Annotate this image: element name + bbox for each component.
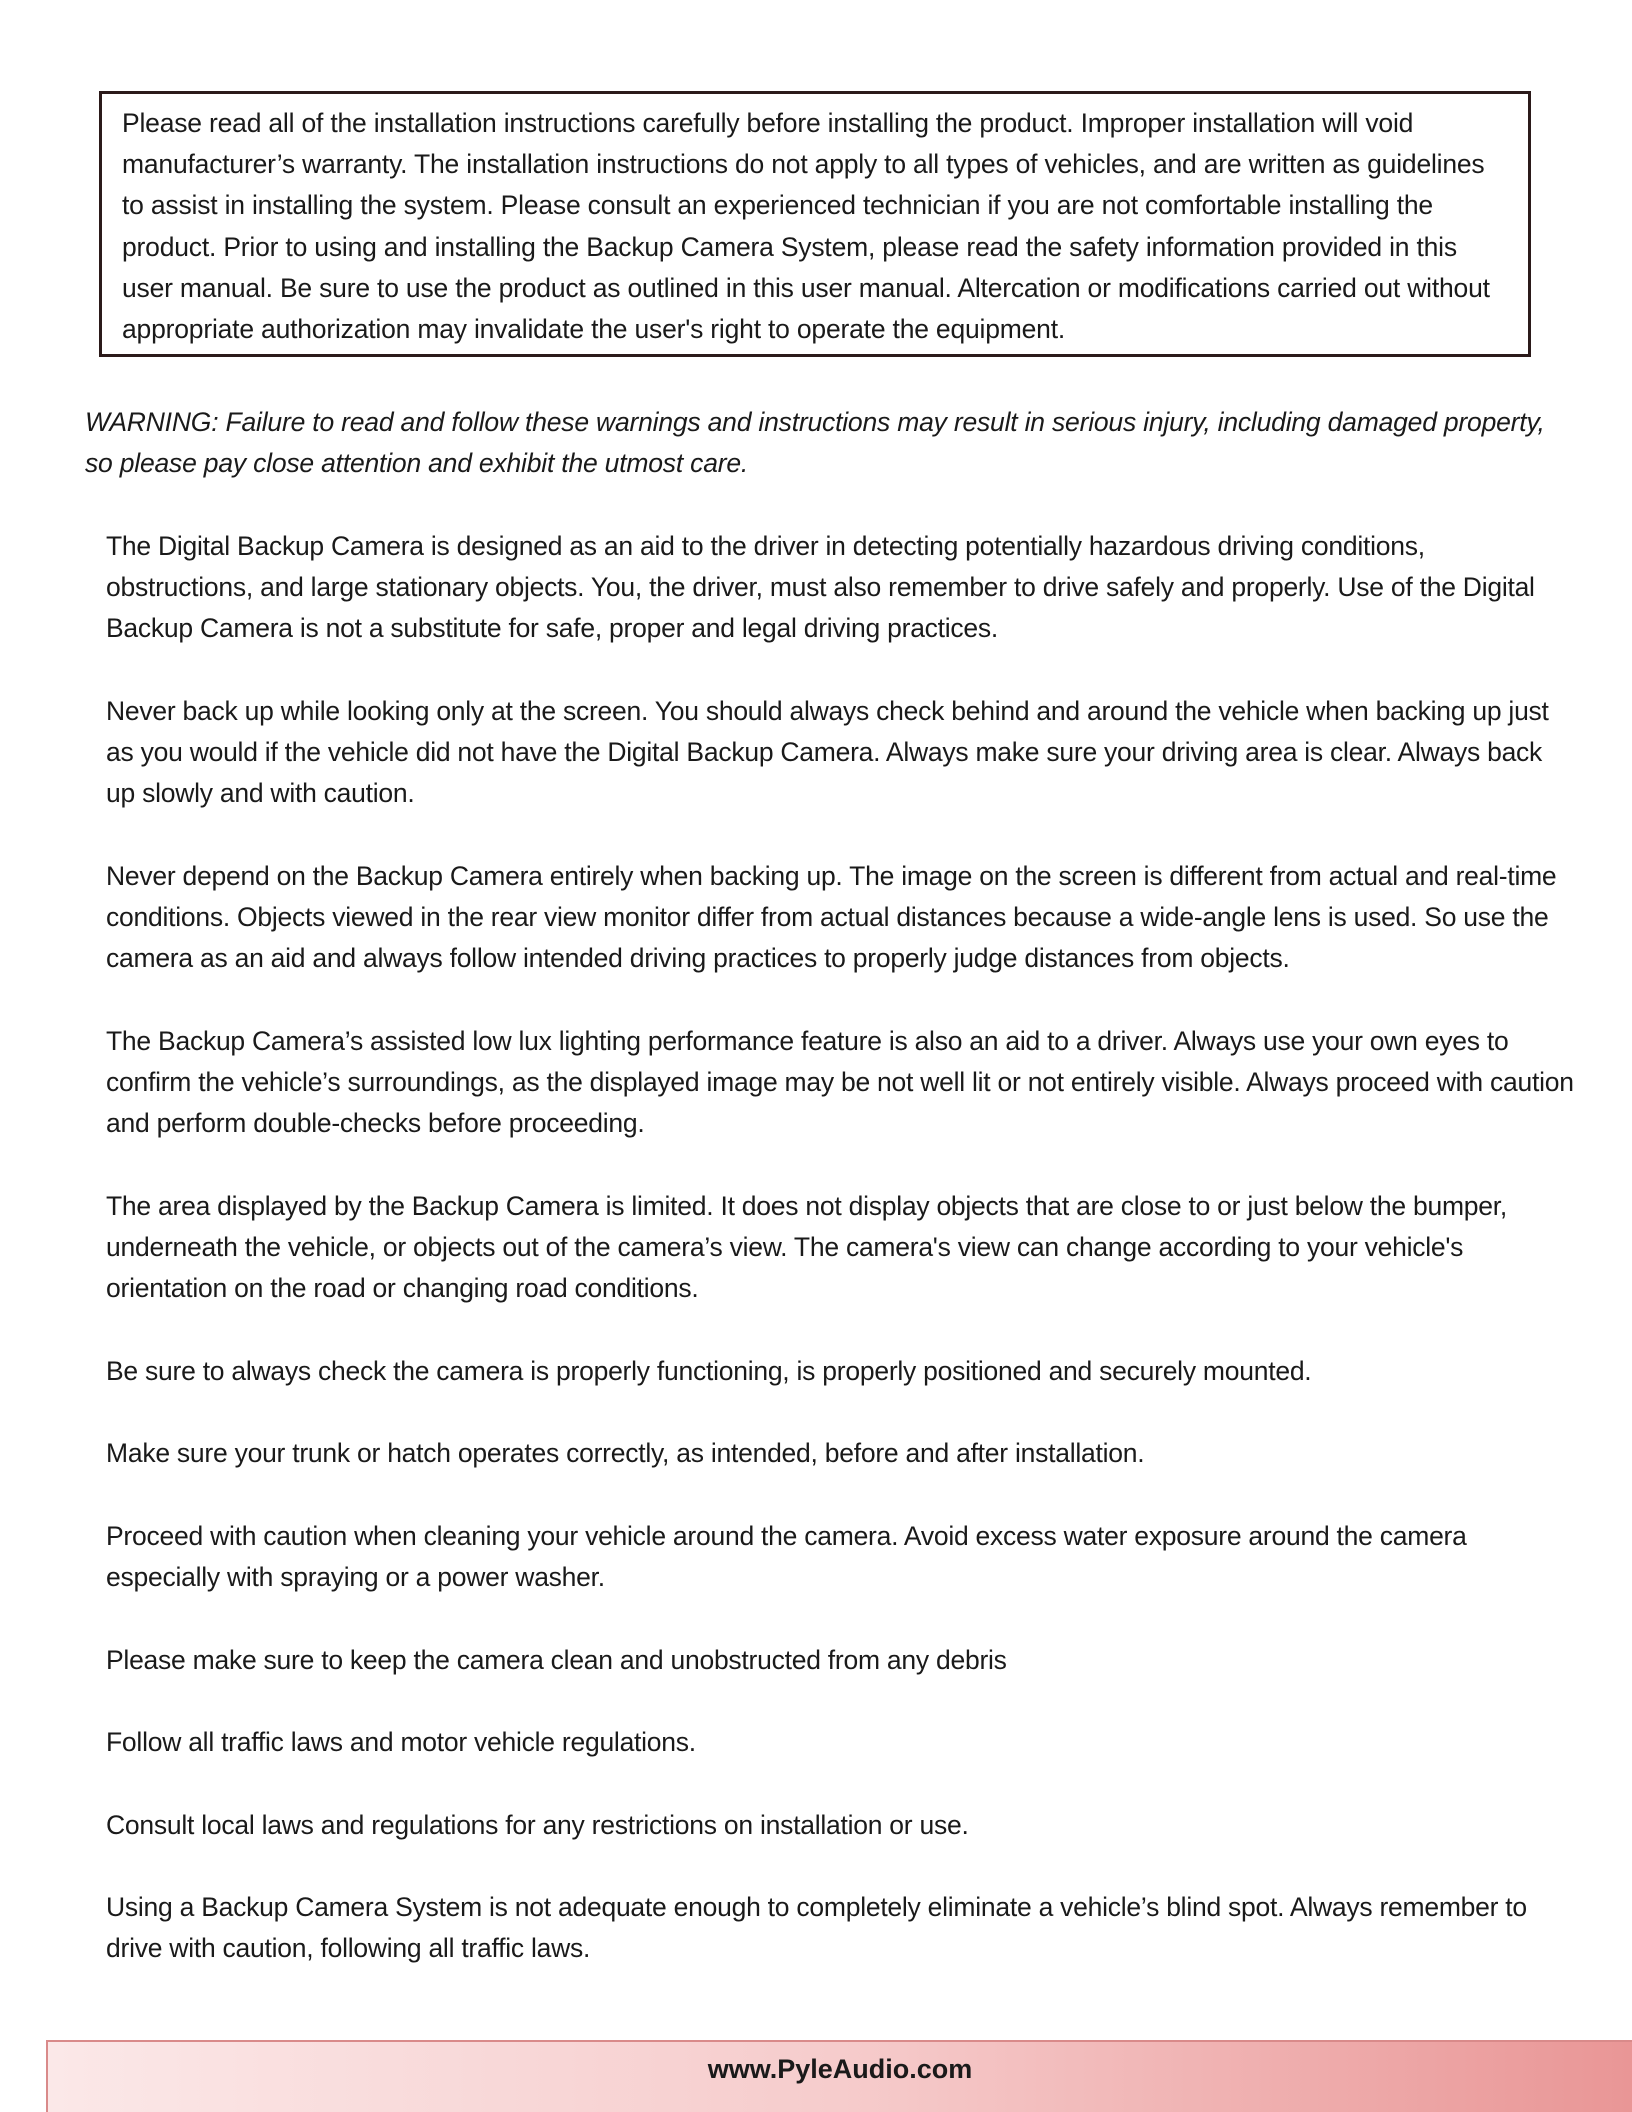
safety-paragraph-keep-clean: Please make sure to keep the camera clean and unobstructed from any debris — [106, 1645, 1007, 1675]
installation-notice-box — [99, 91, 1531, 357]
safety-paragraph-low-lux: The Backup Camera’s assisted low lux lighting performance feature is also an aid to a driver. Always use your own eyes to confirm the vehicle’s surroundings, as the displayed image may be not well lit or not entirely visible. Always proceed with caution and perform double-checks before proceeding. — [106, 1026, 1574, 1139]
safety-paragraph-blind-spot: Using a Backup Camera System is not adequate enough to completely eliminate a vehicle’s blind spot. Always remember to drive with caution, following all traffic laws. — [106, 1892, 1527, 1964]
warning-text: WARNING: Failure to read and follow these warnings and instructions may result in serious injury, including damaged property, so please pay close attention and exhibit the utmost care. — [85, 407, 1545, 479]
safety-paragraph-cleaning: Proceed with caution when cleaning your vehicle around the camera. Avoid excess water exposure around the camera especially with spraying or a power washer. — [106, 1521, 1467, 1593]
safety-paragraph-check-camera: Be sure to always check the camera is properly functioning, is properly positioned and securely mounted. — [106, 1356, 1312, 1386]
safety-paragraph-area-limited: The area displayed by the Backup Camera is limited. It does not display objects that are close to or just below the bumper, underneath the vehicle, or objects out of the camera’s view. The camera's view can change according to your vehicle's orientation on the road or changing road conditions. — [106, 1191, 1508, 1304]
footer-band — [46, 2040, 1632, 2112]
safety-paragraph-traffic-laws: Follow all traffic laws and motor vehicle regulations. — [106, 1727, 696, 1757]
safety-paragraph-aid: The Digital Backup Camera is designed as an aid to the driver in detecting potentially hazardous driving conditions, obstructions, and large stationary objects. You, the driver, must also remember to drive safely and properly. Use of the Digital Backup Camera is not a substitute for safe, proper and legal driving practices. — [106, 531, 1535, 644]
installation-notice-text: Please read all of the installation instructions carefully before installing the product. Improper installation will void manufacturer’s warranty. The installation instructions do not apply to all types of vehicles, and are written as guidelines to assist in installing the system. Please consult an experienced technician if you are not comfortable installing the product. Prior to using and installing the Backup Camera System, please read the safety information provided in this user manual. Be sure to use the product as outlined in this user manual. Altercation or modifications carried out without appropriate authorization may invalidate the user's right to operate the equipment. — [122, 108, 1490, 345]
safety-paragraph-local-laws: Consult local laws and regulations for any restrictions on installation or use. — [106, 1810, 969, 1840]
footer-website-link[interactable]: www.PyleAudio.com — [707, 2054, 973, 2084]
safety-paragraph-trunk-hatch: Make sure your trunk or hatch operates correctly, as intended, before and after installation. — [106, 1438, 1145, 1468]
safety-paragraph-never-back-up: Never back up while looking only at the screen. You should always check behind and around the vehicle when backing up just as you would if the vehicle did not have the Digital Backup Camera. Always make sure your driving area is clear. Always back up slowly and with caution. — [106, 696, 1549, 809]
safety-paragraph-never-depend: Never depend on the Backup Camera entirely when backing up. The image on the screen is different from actual and real-time conditions. Objects viewed in the rear view monitor differ from actual distances because a wide-angle lens is used. So use the camera as an aid and always follow intended driving practices to properly judge distances from objects. — [106, 861, 1557, 974]
